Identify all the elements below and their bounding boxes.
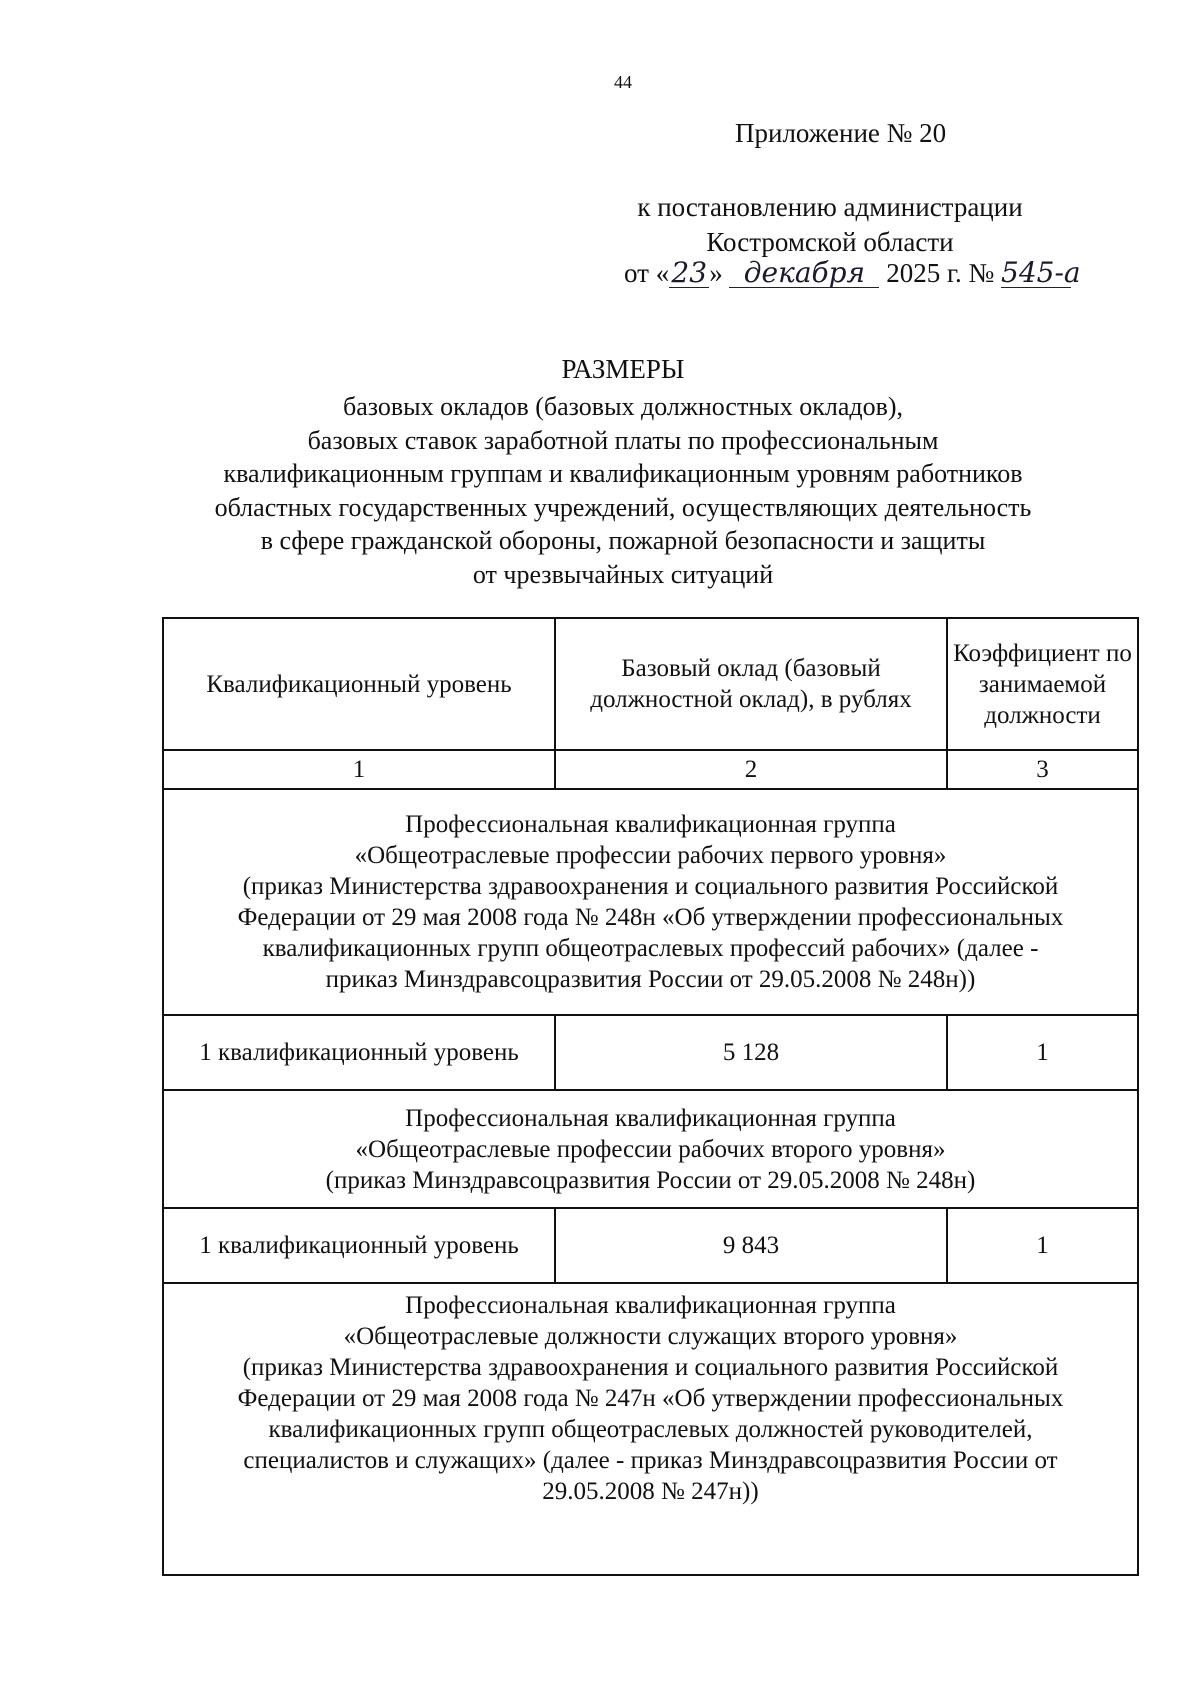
handwritten-number: 545-а	[1001, 256, 1081, 289]
group-title-line: Федерации от 29 мая 2008 года № 248н «Об утверждении профессиональных	[237, 904, 1064, 931]
group-title-line: Профессиональная квалификационная группа	[405, 811, 896, 838]
group-title-2	[163, 1090, 1138, 1208]
subtitle-line: базовых окладов (базовых должностных окладов),	[342, 392, 904, 421]
header-salary: Базовый оклад (базовый должностной оклад), в рублях	[555, 618, 947, 750]
group-row	[163, 789, 1138, 1015]
page-number: 44	[614, 72, 632, 92]
group-title-1	[163, 789, 1138, 1015]
table-header-row	[163, 618, 1138, 750]
header-level: Квалификационный уровень	[163, 618, 555, 750]
handwritten-day: 23	[669, 259, 709, 288]
group-title-line: квалификационных групп общеотраслевых должностей руководителей,	[268, 1416, 1033, 1443]
column-number: 3	[947, 750, 1138, 789]
date-prefix: от «	[624, 258, 670, 288]
group-title-line: «Общеотраслевые должности служащих второго уровня»	[343, 1323, 958, 1350]
group-title-line: 29.05.2008 № 247н))	[542, 1478, 759, 1505]
group-title-line: специалистов и служащих» (далее - приказ Минздравсоцразвития России от	[243, 1447, 1058, 1474]
table-row	[163, 1208, 1138, 1283]
subtitle-line: в сфере гражданской обороны, пожарной безопасности и защиты	[260, 526, 986, 555]
column-numbers-row	[163, 750, 1138, 789]
table-row	[163, 1015, 1138, 1090]
group-title-line: (приказ Министерства здравоохранения и социального развития Российской	[242, 1354, 1059, 1381]
handwritten-month: декабря	[729, 259, 879, 288]
group-title-line: «Общеотраслевые профессии рабочих первого уровня»	[354, 842, 947, 869]
group-title-line: «Общеотраслевые профессии рабочих второго уровня»	[355, 1135, 946, 1163]
header-coefficient: Коэффициент по занимаемой должности	[947, 618, 1138, 750]
column-number: 2	[555, 750, 947, 789]
document-title: РАЗМЕРЫ	[561, 354, 685, 384]
group-row	[163, 1283, 1138, 1575]
document-subtitle	[0, 390, 1200, 591]
coefficient-cell: 1	[947, 1015, 1138, 1090]
date-mid: »	[709, 258, 723, 288]
group-title-line: Профессиональная квалификационная группа	[405, 1104, 896, 1132]
date-year: 2025 г. №	[879, 258, 1001, 288]
subtitle-line: от чрезвычайных ситуаций	[472, 559, 774, 589]
group-title-3	[163, 1283, 1138, 1575]
group-title-line: квалификационных групп общеотраслевых профессий рабочих» (далее -	[262, 935, 1039, 962]
decree-line-2: Костромской области	[706, 227, 954, 257]
group-row	[163, 1090, 1138, 1208]
column-number: 1	[163, 750, 555, 789]
group-title-line: Федерации от 29 мая 2008 года № 247н «Об утверждении профессиональных	[237, 1385, 1064, 1412]
decree-date	[624, 256, 1081, 289]
group-title-line: (приказ Министерства здравоохранения и социального развития Российской	[242, 873, 1059, 900]
salary-cell: 5 128	[555, 1015, 947, 1090]
group-title-line: приказ Минздравсоцразвития России от 29.05.2008 № 248н))	[325, 966, 976, 993]
group-title-line: (приказ Минздравсоцразвития России от 29.05.2008 № 248н)	[325, 1166, 976, 1194]
level-cell: 1 квалификационный уровень	[163, 1015, 555, 1090]
coefficient-cell: 1	[947, 1208, 1138, 1283]
decree-line-1: к постановлению администрации	[637, 192, 1023, 222]
appendix-label: Приложение № 20	[735, 118, 947, 148]
decree-reference	[580, 190, 1080, 260]
subtitle-line: квалификационным группам и квалификационным уровням работников	[223, 459, 1023, 488]
salary-table	[162, 617, 1139, 1576]
level-cell: 1 квалификационный уровень	[163, 1208, 555, 1283]
salary-cell: 9 843	[555, 1208, 947, 1283]
subtitle-line: базовых ставок заработной платы по профессиональным	[307, 425, 939, 455]
group-title-line: Профессиональная квалификационная группа	[405, 1292, 896, 1319]
subtitle-line: областных государственных учреждений, осуществляющих деятельность	[214, 492, 1032, 522]
